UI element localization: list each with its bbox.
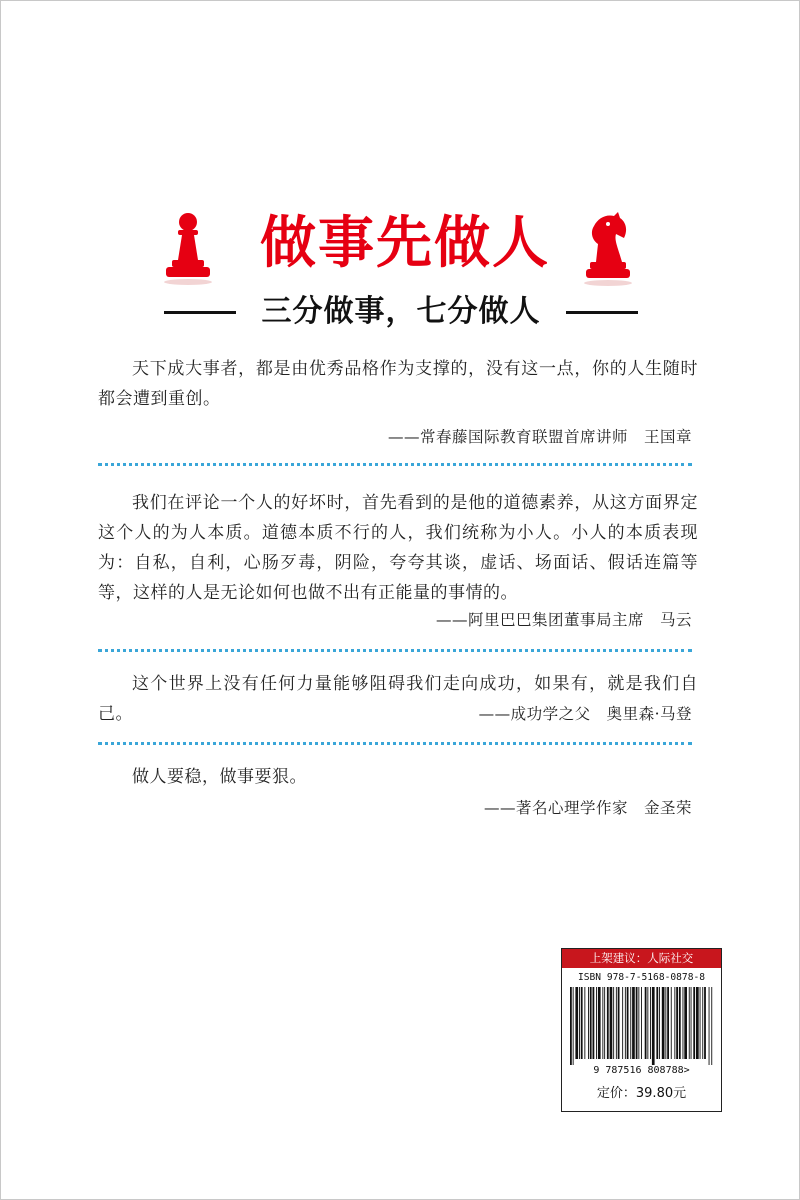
- isbn-text: ISBN 978-7-5168-0878-8: [577, 972, 706, 983]
- quote-attribution: ——常春藤国际教育联盟首席讲师 王国章: [387, 428, 692, 446]
- barcode-icon: [568, 987, 715, 1065]
- subtitle: 三分做事，七分做人: [261, 294, 541, 329]
- quote-text: 这个世界上没有任何力量能够阻碍我们走向成功，如果有，就是我们自己。: [98, 674, 698, 724]
- quote-text: 我们在评论一个人的好坏时，首先看到的是他的道德素养，从这方面界定这个人的为人本质。道德本质不行的人，我们统称为小人。小人的本质表现为：自私，自利，心肠歹毒，阴险，夸夸其谈，虚话、场面话、假话连篇等等，这样的人是无论如何也做不出有正能量的事情的。: [98, 493, 698, 603]
- dotted-divider: [98, 649, 692, 652]
- subtitle-right-dash: [566, 311, 638, 314]
- quote-1: [98, 354, 698, 414]
- quote-attribution: ——著名心理学作家 金圣荣: [483, 799, 692, 817]
- quote-text: 天下成大事者，都是由优秀品格作为支撑的，没有这一点，你的人生随时都会遭到重创。: [98, 359, 698, 409]
- quote-attribution: ——阿里巴巴集团董事局主席 马云: [435, 611, 692, 629]
- subtitle-row: [0, 290, 800, 334]
- dotted-divider: [98, 463, 692, 466]
- quote-text: 做人要稳，做事要狠。: [132, 767, 307, 787]
- barcode-label: [561, 948, 722, 1112]
- price: 定价：39.80元: [596, 1086, 687, 1101]
- title-row: [0, 200, 800, 290]
- chess-pawn-icon: [158, 208, 218, 288]
- quote-attribution: ——成功学之父 奥里森·马登: [478, 705, 692, 723]
- subtitle-left-dash: [164, 311, 236, 314]
- shelving-category: 上架建议：人际社交: [562, 949, 721, 968]
- quote-2: [98, 488, 698, 608]
- quote-4: [98, 762, 698, 792]
- barcode-digits: 9 787516 808788>: [593, 1065, 690, 1076]
- book-title: 做事先做人: [260, 211, 550, 276]
- chess-knight-icon: [578, 208, 638, 288]
- dotted-divider: [98, 742, 692, 745]
